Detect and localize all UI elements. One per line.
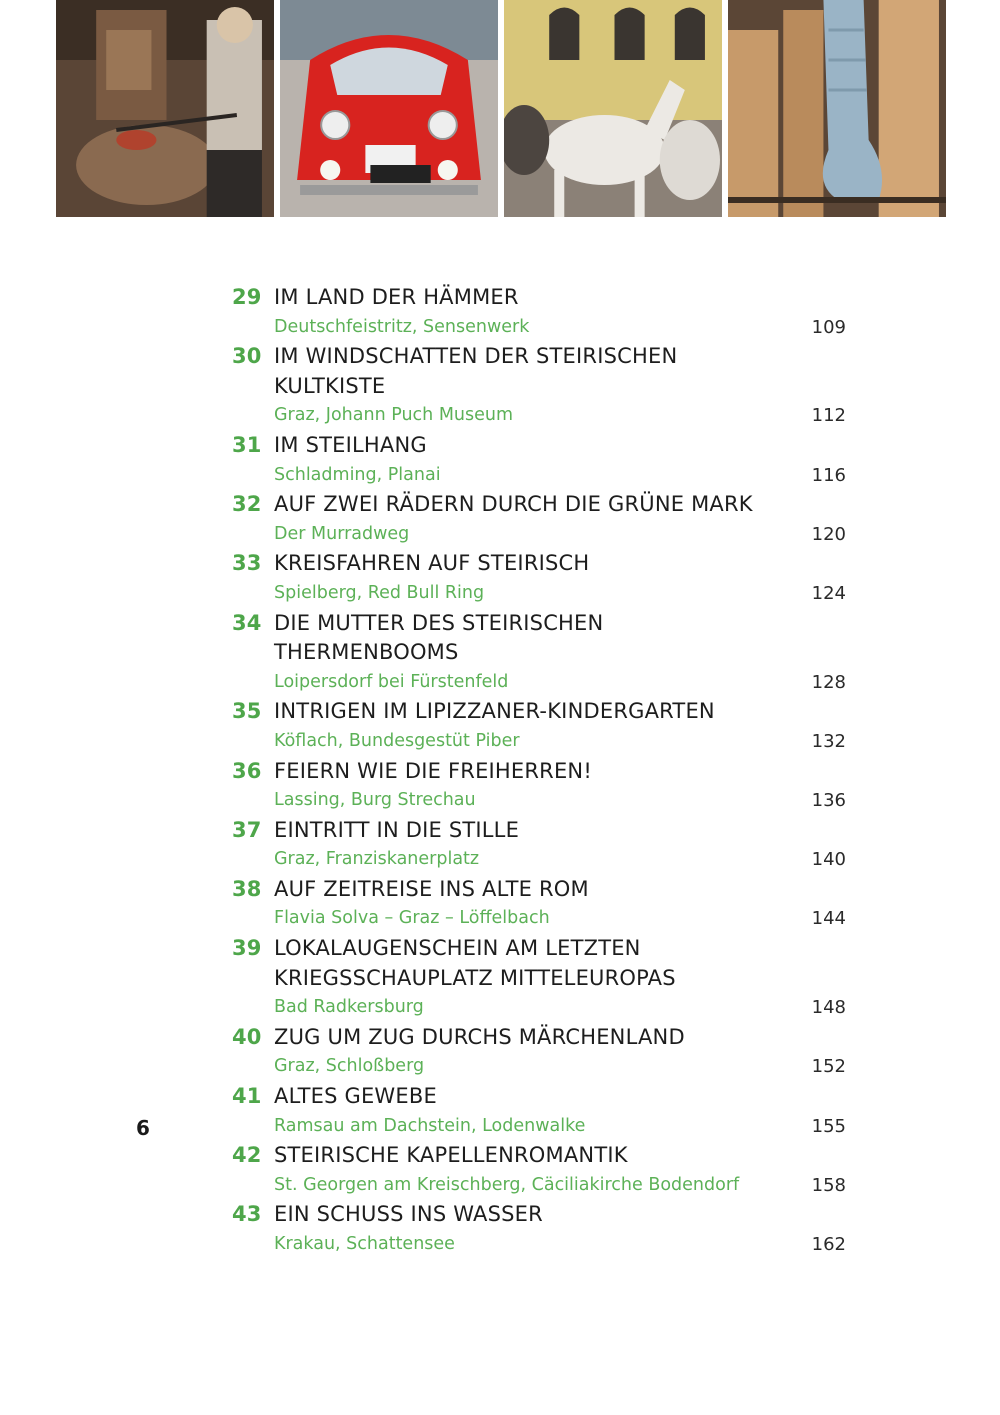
toc-entry-number: 38 bbox=[232, 876, 262, 901]
toc-entry-title-line bbox=[232, 609, 846, 639]
toc-entry-title-line bbox=[232, 490, 846, 520]
toc-entry-title: IM STEILHANG bbox=[274, 432, 427, 457]
toc-entry-subtitle-line bbox=[232, 993, 846, 1023]
toc-entry-title: STEIRISCHE KAPELLENROMANTIK bbox=[274, 1143, 628, 1168]
white-horses-photo bbox=[504, 0, 722, 217]
toc-entry-number: 41 bbox=[232, 1084, 262, 1109]
toc-entry-page: 109 bbox=[811, 316, 846, 338]
toc-entry-page: 120 bbox=[811, 523, 846, 545]
toc-entry-title-line bbox=[232, 549, 846, 579]
toc-entry[interactable] bbox=[232, 757, 846, 816]
toc-entry-subtitle-line bbox=[232, 461, 846, 491]
toc-entry-title-line bbox=[232, 1200, 846, 1230]
toc-entry-page: 116 bbox=[811, 464, 846, 486]
knitted-sock-photo bbox=[728, 0, 946, 217]
toc-entry-number: 37 bbox=[232, 817, 262, 842]
toc-entry[interactable] bbox=[232, 283, 846, 342]
toc-entry-subtitle-line bbox=[232, 1230, 846, 1260]
toc-entry-page: 155 bbox=[811, 1115, 846, 1137]
toc-entry-number: 40 bbox=[232, 1024, 262, 1049]
toc-entry-subtitle: Graz, Johann Puch Museum bbox=[274, 405, 514, 426]
toc-entry-subtitle: Deutschfeistritz, Sensenwerk bbox=[274, 316, 530, 337]
toc-entry-page: 136 bbox=[811, 790, 846, 812]
toc-entry-number: 39 bbox=[232, 936, 262, 961]
table-of-contents bbox=[232, 283, 846, 1260]
toc-entry-subtitle-line bbox=[232, 1171, 846, 1201]
toc-entry-title: THERMENBOOMS bbox=[274, 640, 459, 665]
toc-entry-title-line bbox=[232, 1141, 846, 1171]
toc-entry[interactable] bbox=[232, 816, 846, 875]
photo-strip bbox=[56, 0, 946, 217]
toc-entry-page: 128 bbox=[811, 671, 846, 693]
toc-entry-page: 158 bbox=[811, 1174, 846, 1196]
toc-entry-number: 43 bbox=[232, 1202, 262, 1227]
toc-entry-subtitle: Flavia Solva – Graz – Löffelbach bbox=[274, 908, 550, 929]
toc-entry-subtitle: Schladming, Planai bbox=[274, 464, 441, 485]
toc-entry-title: KREISFAHREN AUF STEIRISCH bbox=[274, 551, 590, 576]
toc-entry-page: 162 bbox=[811, 1234, 846, 1255]
toc-entry-subtitle: St. Georgen am Kreischberg, Cäciliakirche Bodendorf bbox=[274, 1174, 740, 1195]
toc-entry-number: 35 bbox=[232, 699, 262, 724]
toc-entry-subtitle-line bbox=[232, 520, 846, 550]
toc-entry[interactable] bbox=[232, 549, 846, 608]
toc-entry-title-line bbox=[232, 964, 846, 994]
toc-entry-subtitle: Spielberg, Red Bull Ring bbox=[274, 582, 485, 603]
toc-entry[interactable] bbox=[232, 1141, 846, 1200]
toc-entry-title-line bbox=[232, 875, 846, 905]
toc-entry-page: 140 bbox=[811, 849, 846, 871]
toc-entry-subtitle: Loipersdorf bei Fürstenfeld bbox=[274, 671, 509, 692]
toc-entry[interactable] bbox=[232, 342, 846, 431]
toc-entry-page: 152 bbox=[811, 1056, 846, 1078]
toc-entry[interactable] bbox=[232, 697, 846, 756]
toc-entry-subtitle: Lassing, Burg Strechau bbox=[274, 790, 476, 811]
toc-entry-subtitle: Der Murradweg bbox=[274, 523, 410, 544]
toc-entry-number: 32 bbox=[232, 492, 262, 517]
toc-entry-title: INTRIGEN IM LIPIZZANER-KINDERGARTEN bbox=[274, 699, 715, 724]
toc-entry[interactable] bbox=[232, 609, 846, 698]
toc-entry-title: EIN SCHUSS INS WASSER bbox=[274, 1202, 543, 1227]
toc-entry-title-line bbox=[232, 816, 846, 846]
toc-entry-number: 31 bbox=[232, 432, 262, 457]
toc-entry-number: 33 bbox=[232, 551, 262, 576]
toc-entry-subtitle: Köflach, Bundesgestüt Piber bbox=[274, 730, 520, 751]
toc-entry-subtitle-line bbox=[232, 579, 846, 609]
toc-entry[interactable] bbox=[232, 490, 846, 549]
toc-entry[interactable] bbox=[232, 1200, 846, 1259]
page-number: 6 bbox=[136, 1116, 150, 1140]
toc-entry-title-line bbox=[232, 697, 846, 727]
toc-entry-subtitle-line bbox=[232, 727, 846, 757]
toc-entry[interactable] bbox=[232, 875, 846, 934]
toc-entry[interactable] bbox=[232, 1082, 846, 1141]
toc-entry-title: KULTKISTE bbox=[274, 373, 386, 398]
toc-entry-subtitle-line bbox=[232, 1112, 846, 1142]
red-vintage-car-photo bbox=[280, 0, 498, 217]
toc-entry-page: 132 bbox=[811, 730, 846, 752]
toc-entry[interactable] bbox=[232, 431, 846, 490]
toc-entry-number: 36 bbox=[232, 758, 262, 783]
toc-entry[interactable] bbox=[232, 934, 846, 1023]
toc-entry-subtitle-line bbox=[232, 904, 846, 934]
toc-entry-title: ALTES GEWEBE bbox=[274, 1084, 437, 1109]
toc-entry-subtitle-line bbox=[232, 401, 846, 431]
toc-entry-title-line bbox=[232, 934, 846, 964]
toc-entry-subtitle: Ramsau am Dachstein, Lodenwalke bbox=[274, 1115, 586, 1136]
toc-entry-title-line bbox=[232, 283, 846, 313]
toc-entry-title: KRIEGSSCHAUPLATZ MITTELEUROPAS bbox=[274, 965, 676, 990]
toc-entry-number: 34 bbox=[232, 610, 262, 635]
toc-entry-title-line bbox=[232, 1082, 846, 1112]
toc-entry-page: 144 bbox=[811, 908, 846, 930]
toc-entry-subtitle: Graz, Schloßberg bbox=[274, 1056, 425, 1077]
toc-entry-title: LOKALAUGENSCHEIN AM LETZTEN bbox=[274, 936, 641, 961]
toc-entry-subtitle: Bad Radkersburg bbox=[274, 997, 424, 1018]
toc-entry-title: ZUG UM ZUG DURCHS MÄRCHENLAND bbox=[274, 1024, 685, 1049]
toc-entry-number: 42 bbox=[232, 1143, 262, 1168]
toc-entry-title: FEIERN WIE DIE FREIHERREN! bbox=[274, 758, 592, 783]
toc-entry-title-line bbox=[232, 372, 846, 402]
toc-entry-page: 112 bbox=[811, 405, 846, 427]
toc-entry-title-line bbox=[232, 638, 846, 668]
toc-entry-title-line bbox=[232, 1023, 846, 1053]
toc-entry-title: AUF ZEITREISE INS ALTE ROM bbox=[274, 876, 589, 901]
toc-entry-title: DIE MUTTER DES STEIRISCHEN bbox=[274, 610, 604, 635]
toc-entry-subtitle-line bbox=[232, 668, 846, 698]
blacksmith-forge-photo bbox=[56, 0, 274, 217]
toc-entry-title-line bbox=[232, 757, 846, 787]
toc-entry-title: IM LAND DER HÄMMER bbox=[274, 285, 519, 309]
toc-entry-title: IM WINDSCHATTEN DER STEIRISCHEN bbox=[274, 344, 678, 369]
toc-entry-subtitle-line bbox=[232, 313, 846, 343]
toc-entry-number: 29 bbox=[232, 285, 262, 309]
toc-entry-subtitle-line bbox=[232, 845, 846, 875]
toc-entry-subtitle: Krakau, Schattensee bbox=[274, 1234, 455, 1254]
toc-entry-page: 124 bbox=[811, 582, 846, 604]
toc-entry-subtitle: Graz, Franziskanerplatz bbox=[274, 849, 480, 870]
toc-entry[interactable] bbox=[232, 1023, 846, 1082]
toc-entry-page: 148 bbox=[811, 997, 846, 1019]
toc-entry-title: EINTRITT IN DIE STILLE bbox=[274, 817, 520, 842]
toc-entry-subtitle-line bbox=[232, 1052, 846, 1082]
toc-entry-subtitle-line bbox=[232, 786, 846, 816]
toc-entry-title-line bbox=[232, 431, 846, 461]
toc-entry-title-line bbox=[232, 342, 846, 372]
toc-entry-title: AUF ZWEI RÄDERN DURCH DIE GRÜNE MARK bbox=[274, 492, 753, 517]
toc-entry-number: 30 bbox=[232, 344, 262, 369]
